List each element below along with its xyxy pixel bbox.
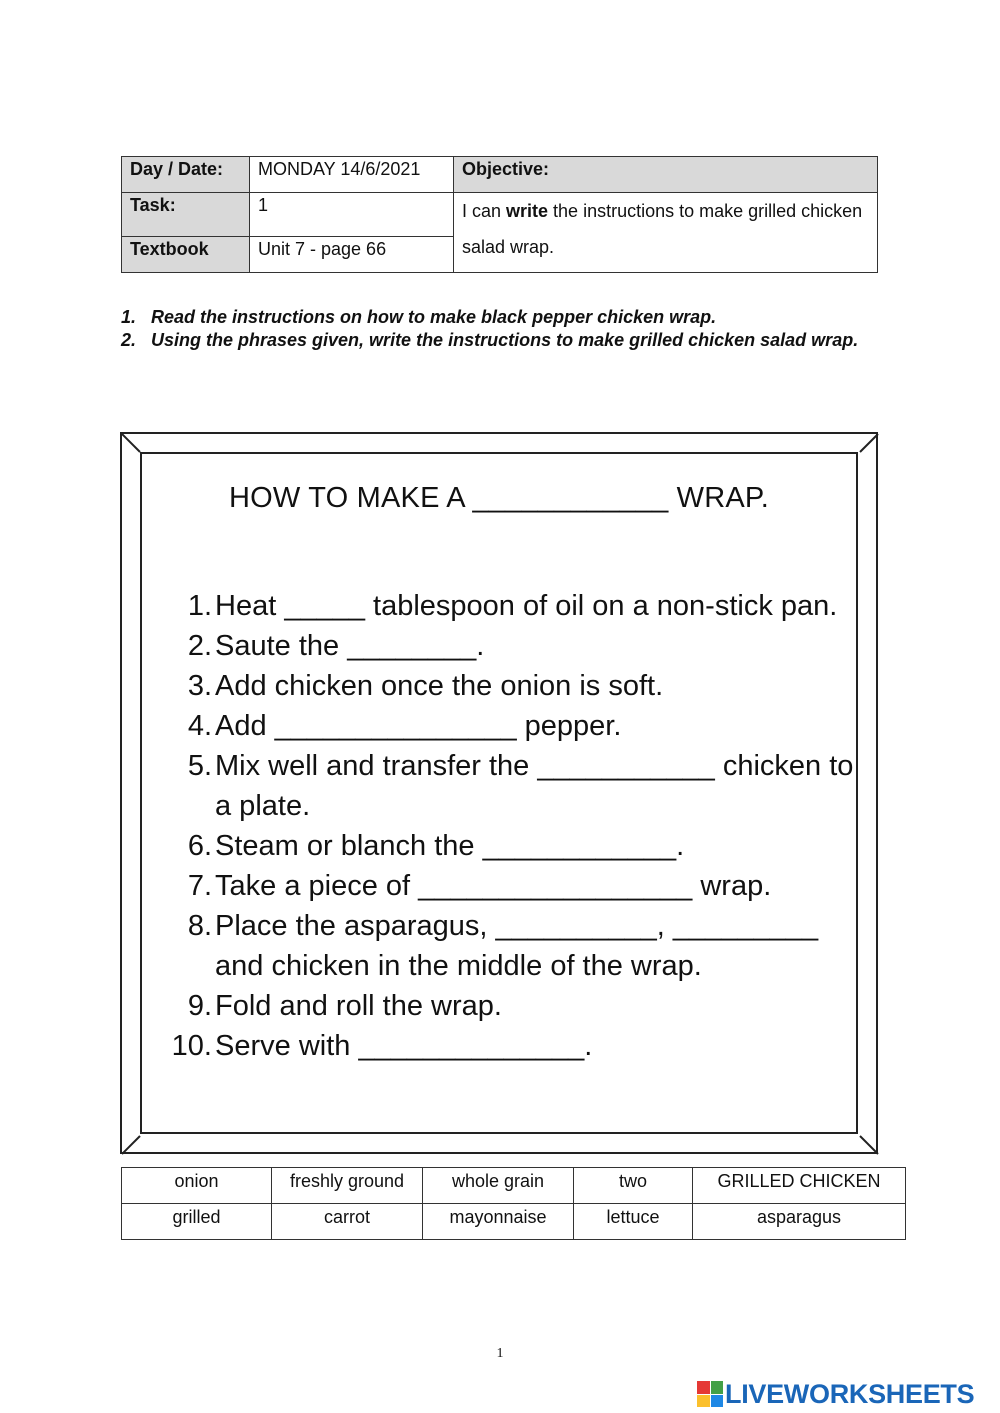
recipe-steps (142, 586, 862, 1066)
step-text: Fold and roll the wrap. (215, 990, 502, 1022)
step-text: Place the asparagus, __________, _________ and chicken in the middle of the wrap. (215, 910, 819, 982)
recipe-title: HOW TO MAKE A ____________ WRAP. (229, 482, 769, 514)
page-number: 1 (496, 1346, 504, 1361)
task-label: Task: (122, 193, 250, 237)
instruction-text: Using the phrases given, write the instructions to make grilled chicken salad wrap. (151, 330, 859, 350)
step-text: Heat _____ tablespoon of oil on a non-stick pan. (215, 590, 838, 622)
step-number: 3. (187, 670, 212, 702)
step-number: 1. (187, 590, 212, 622)
objective-label: Objective: (454, 157, 878, 193)
step-text: Steam or blanch the ____________. (215, 830, 685, 862)
word-bank-cell: GRILLED CHICKEN (693, 1168, 906, 1204)
task-value: 1 (250, 193, 454, 237)
word-bank-row (122, 1168, 906, 1204)
liveworksheets-logo[interactable] (697, 1378, 974, 1410)
word-bank-cell: two (574, 1168, 693, 1204)
instruction-list (121, 306, 891, 352)
instruction-number: 1. (121, 307, 137, 327)
recipe-box (140, 452, 858, 1134)
step-text: Serve with ______________. (215, 1030, 593, 1062)
word-bank-row (122, 1204, 906, 1240)
word-bank-table (121, 1167, 906, 1240)
step-number: 4. (187, 710, 212, 742)
objective-text-post: the instructions to make grilled chicken salad wrap. (462, 201, 863, 257)
instruction-item (121, 329, 891, 352)
recipe-step (142, 826, 862, 866)
recipe-step (142, 626, 862, 666)
step-number: 8. (187, 910, 212, 942)
objective-text (454, 193, 878, 273)
recipe-step (142, 746, 862, 826)
recipe-step (142, 586, 862, 626)
word-bank-cell: onion (122, 1168, 272, 1204)
logo-square (711, 1381, 724, 1394)
instruction-item (121, 306, 891, 329)
objective-text-bold: write (506, 201, 549, 221)
recipe-step (142, 706, 862, 746)
recipe-step (142, 986, 862, 1026)
word-bank-cell: lettuce (574, 1204, 693, 1240)
step-text: Take a piece of _________________ wrap. (215, 870, 772, 902)
recipe-step (142, 866, 862, 906)
day-date-value: MONDAY 14/6/2021 (250, 157, 454, 193)
step-number: 9. (187, 990, 212, 1022)
step-text: Add _______________ pepper. (215, 710, 622, 742)
liveworksheets-wordmark: LIVEWORKSHEETS (725, 1378, 975, 1409)
logo-square (697, 1395, 710, 1408)
lesson-info-table (121, 156, 878, 273)
word-bank-cell: grilled (122, 1204, 272, 1240)
step-number: 6. (187, 830, 212, 862)
step-number: 10. (171, 1030, 212, 1062)
word-bank-cell: whole grain (423, 1168, 574, 1204)
recipe-step (142, 666, 862, 706)
word-bank-cell: asparagus (693, 1204, 906, 1240)
textbook-value: Unit 7 - page 66 (250, 237, 454, 273)
word-bank-cell: freshly ground (272, 1168, 423, 1204)
recipe-step (142, 1026, 862, 1066)
word-bank-cell: carrot (272, 1204, 423, 1240)
step-text: Saute the ________. (215, 630, 485, 662)
logo-square (711, 1395, 724, 1408)
instruction-number: 2. (121, 330, 137, 350)
liveworksheets-logo-icon (697, 1381, 723, 1407)
word-bank-cell: mayonnaise (423, 1204, 574, 1240)
step-number: 2. (187, 630, 212, 662)
textbook-label: Textbook (122, 237, 250, 273)
step-number: 5. (187, 750, 212, 782)
recipe-frame (120, 432, 878, 1154)
recipe-step (142, 906, 862, 986)
logo-square (697, 1381, 710, 1394)
instruction-text: Read the instructions on how to make black pepper chicken wrap. (151, 307, 717, 327)
day-date-label: Day / Date: (122, 157, 250, 193)
step-text: Mix well and transfer the ___________ chicken to a plate. (215, 750, 854, 822)
objective-text-pre: I can (462, 201, 507, 221)
step-text: Add chicken once the onion is soft. (215, 670, 664, 702)
step-number: 7. (187, 870, 212, 902)
